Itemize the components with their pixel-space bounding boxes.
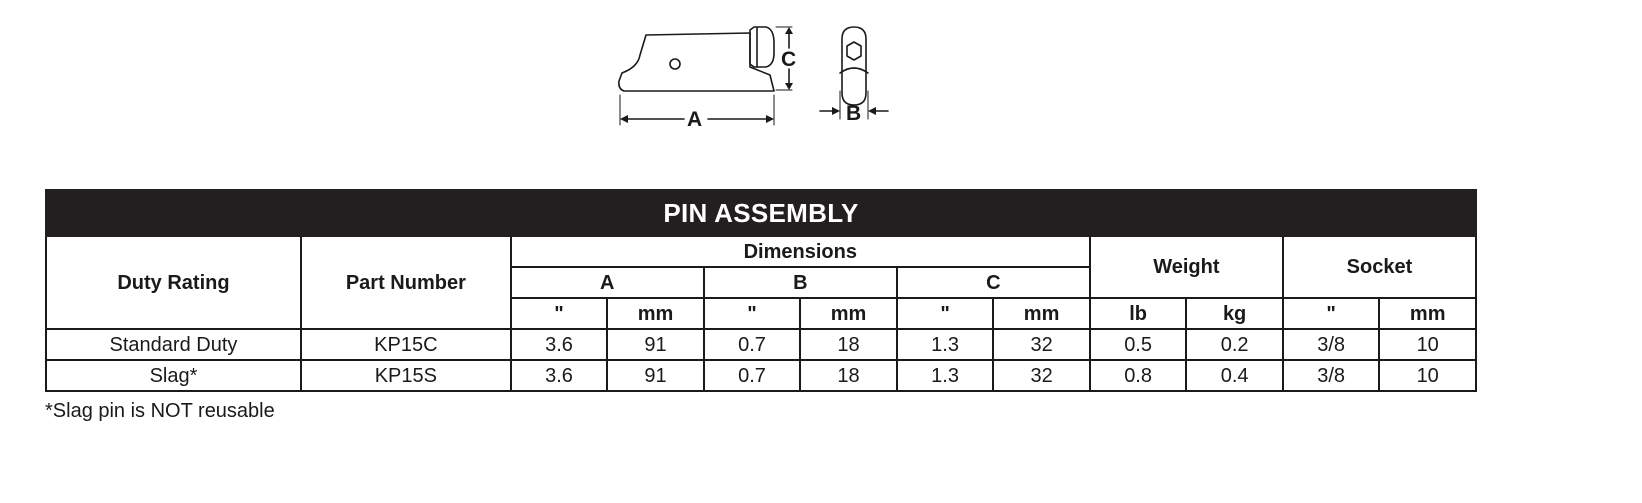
unit-header: mm <box>993 298 1090 329</box>
table-title: PIN ASSEMBLY <box>46 190 1476 236</box>
value-cell: 91 <box>607 360 704 391</box>
value-cell: 1.3 <box>897 360 994 391</box>
unit-header: lb <box>1090 298 1187 329</box>
table-row <box>46 360 1476 391</box>
value-cell: 10 <box>1379 329 1476 360</box>
unit-header: " <box>704 298 801 329</box>
value-cell: 91 <box>607 329 704 360</box>
pin-assembly-diagram <box>600 15 930 140</box>
unit-header: " <box>1283 298 1380 329</box>
duty-cell: Slag* <box>46 360 301 391</box>
value-cell: 18 <box>800 329 897 360</box>
header-dim-a: A <box>511 267 704 298</box>
table-row <box>46 329 1476 360</box>
value-cell: 18 <box>800 360 897 391</box>
duty-cell: Standard Duty <box>46 329 301 360</box>
pin-end-view <box>842 27 866 105</box>
footnote: *Slag pin is NOT reusable <box>45 400 275 422</box>
part-cell: KP15S <box>301 360 511 391</box>
value-cell: 0.2 <box>1186 329 1283 360</box>
unit-header: mm <box>1379 298 1476 329</box>
header-dimensions: Dimensions <box>511 236 1090 267</box>
header-socket: Socket <box>1283 236 1476 298</box>
value-cell: 32 <box>993 360 1090 391</box>
value-cell: 3.6 <box>511 329 608 360</box>
value-cell: 0.7 <box>704 360 801 391</box>
dimension-label-b: B <box>846 102 862 125</box>
unit-header: " <box>897 298 994 329</box>
value-cell: 0.8 <box>1090 360 1187 391</box>
header-duty-rating: Duty Rating <box>46 236 301 329</box>
part-cell: KP15C <box>301 329 511 360</box>
value-cell: 3/8 <box>1283 360 1380 391</box>
unit-header: mm <box>800 298 897 329</box>
pin-hole <box>670 59 680 69</box>
header-dim-b: B <box>704 267 897 298</box>
value-cell: 0.7 <box>704 329 801 360</box>
value-cell: 3.6 <box>511 360 608 391</box>
value-cell: 32 <box>993 329 1090 360</box>
unit-header: mm <box>607 298 704 329</box>
pin-assembly-table <box>45 189 1477 392</box>
value-cell: 1.3 <box>897 329 994 360</box>
header-weight: Weight <box>1090 236 1283 298</box>
dimension-label-c: C <box>781 48 797 71</box>
header-part-number: Part Number <box>301 236 511 329</box>
value-cell: 10 <box>1379 360 1476 391</box>
dimension-label-a: A <box>687 108 703 131</box>
pin-head <box>750 27 774 67</box>
unit-header: " <box>511 298 608 329</box>
header-dim-c: C <box>897 267 1090 298</box>
value-cell: 3/8 <box>1283 329 1380 360</box>
value-cell: 0.5 <box>1090 329 1187 360</box>
value-cell: 0.4 <box>1186 360 1283 391</box>
socket-hex <box>847 42 861 60</box>
unit-header: kg <box>1186 298 1283 329</box>
